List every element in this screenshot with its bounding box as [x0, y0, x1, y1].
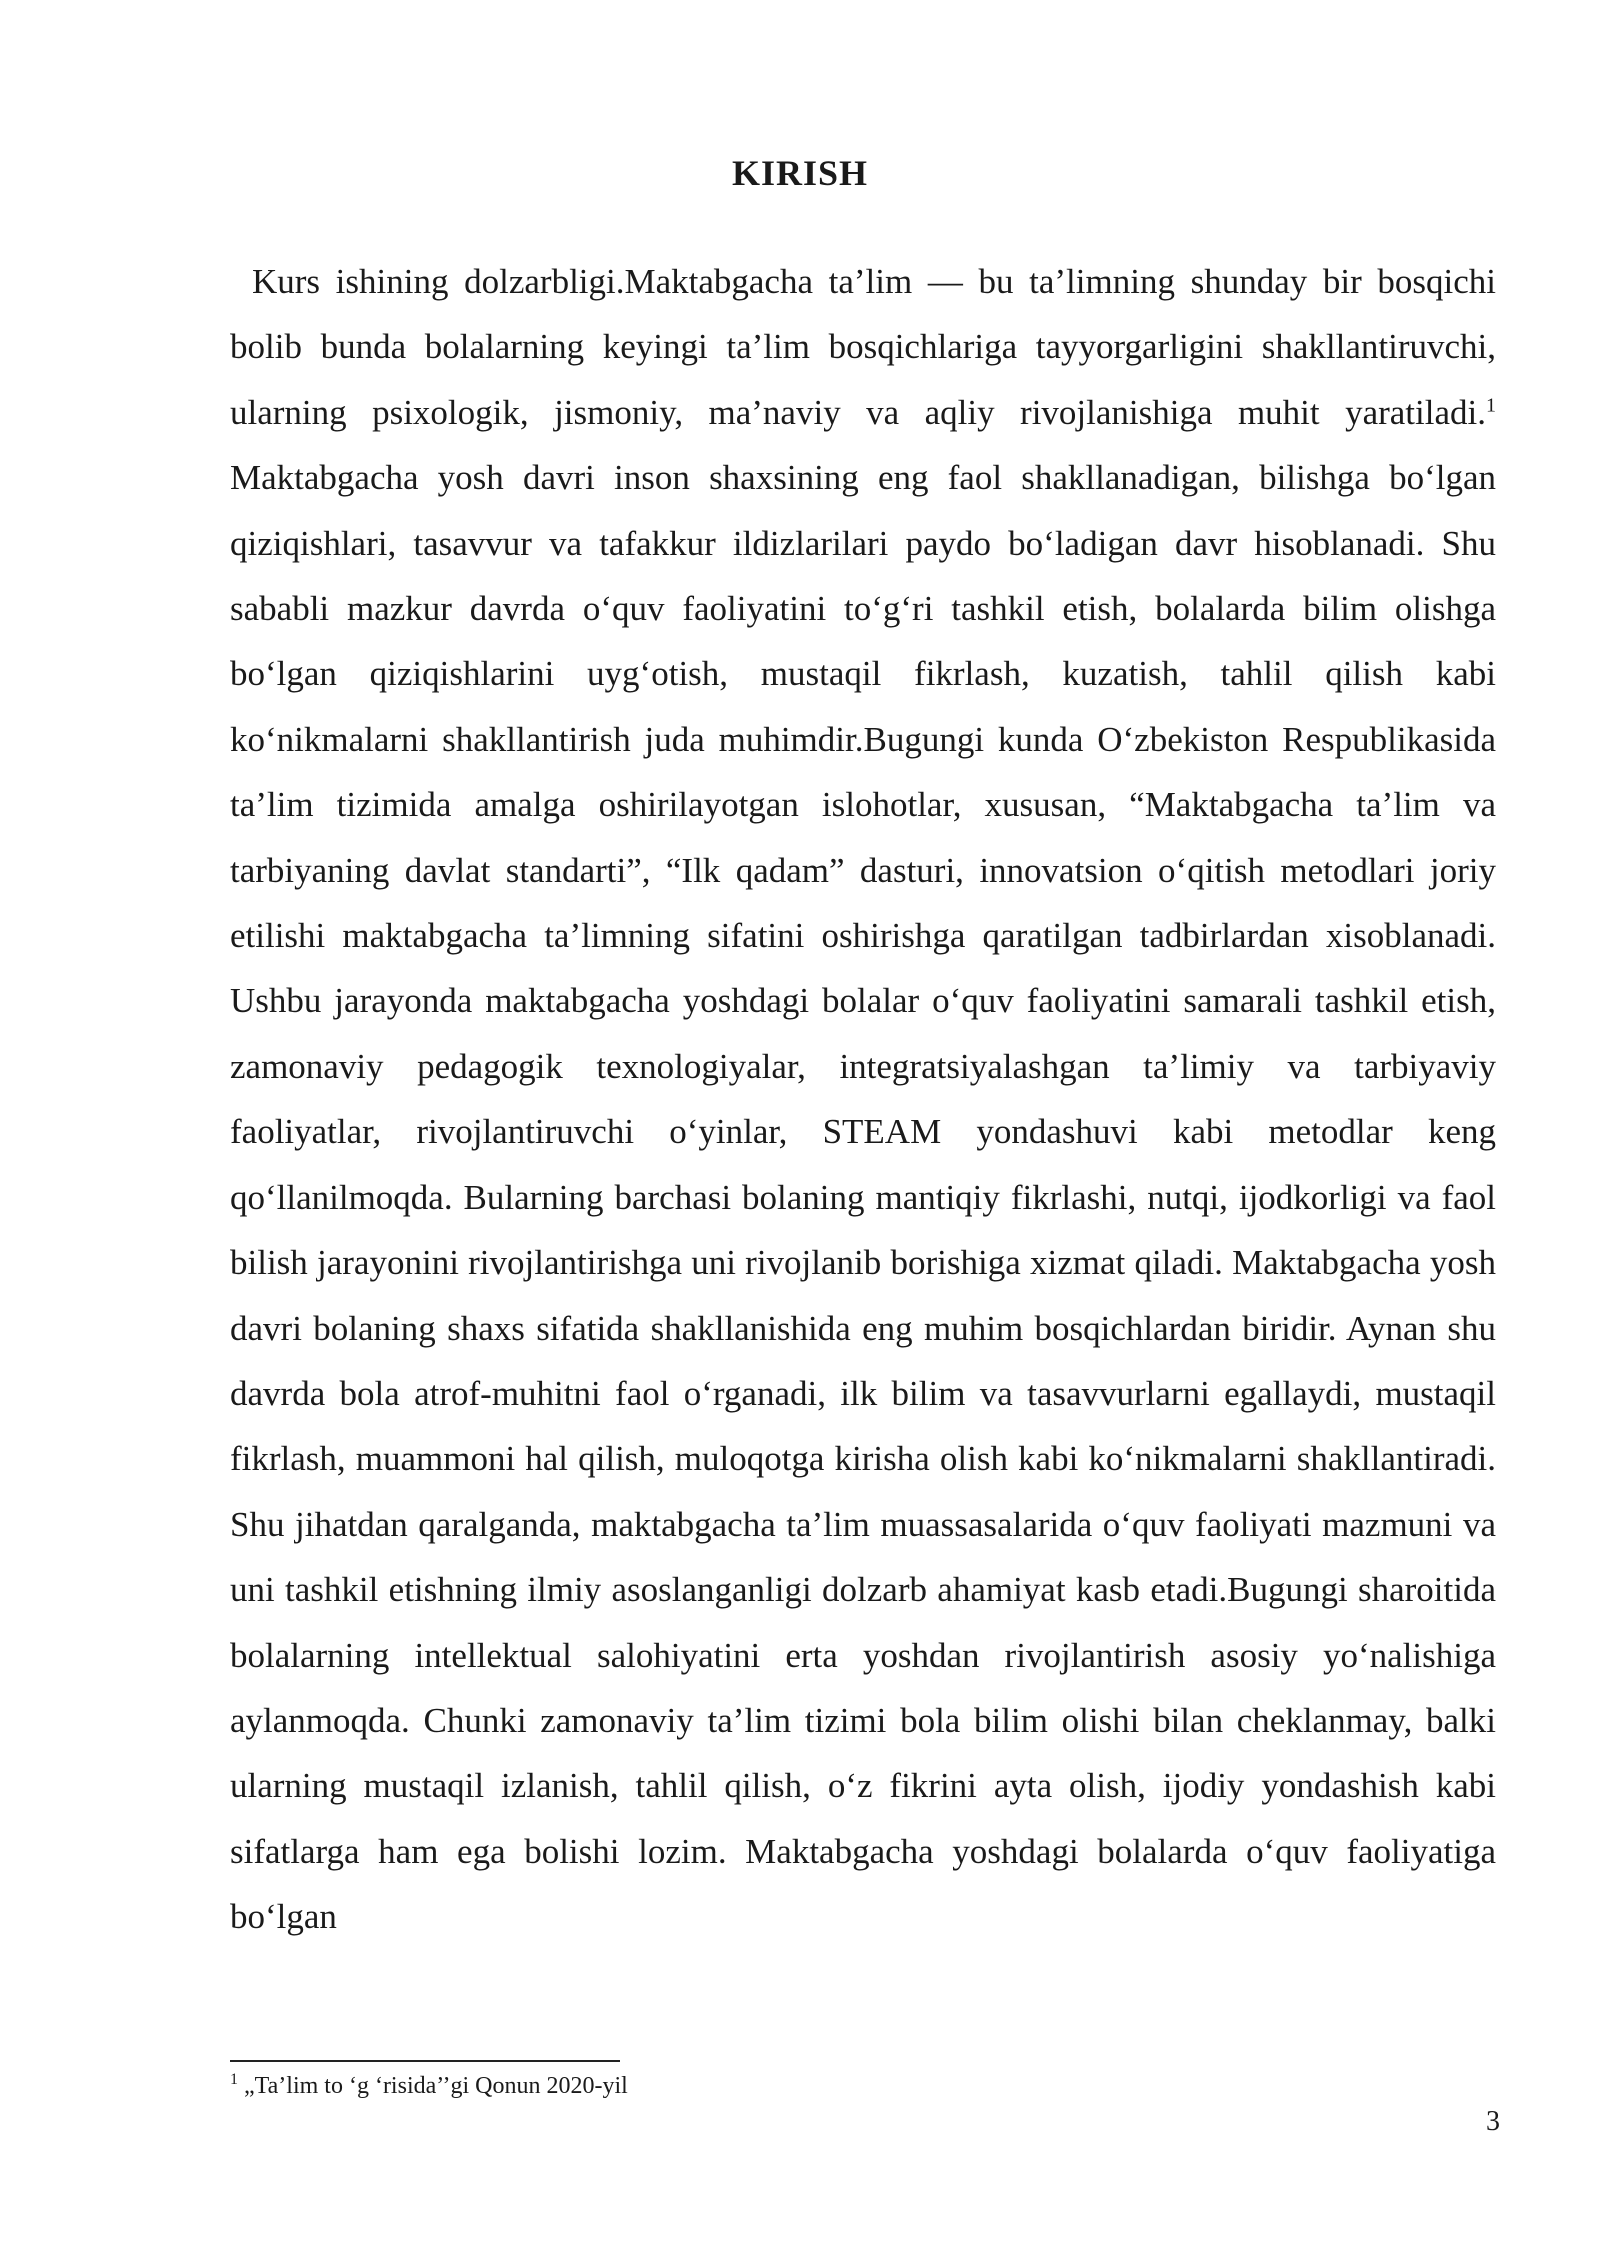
- paragraph-text-part1: Kurs ishining dolzarbligi.Maktabgacha ta’lim — bu ta’limning shunday bir bosqichi bolib bunda bolalarning keyingi ta’lim bosqichlariga tayyorgarligini shakllantiruvchi, ularning psixologik, jismoniy, ma’naviy va aqliy rivojlanishiga muhit yaratiladi.: [230, 262, 1496, 432]
- body-paragraph: [230, 249, 1496, 1950]
- section-heading: KIRISH: [731, 153, 869, 193]
- footnote-text: „Ta’lim to ‘g ‘risida’’gi Qonun 2020-yil: [244, 2073, 628, 2099]
- paragraph-text-part2: Maktabgacha yosh davri inson shaxsining eng faol shakllanadigan, bilishga bo‘lgan qiziqishlari, tasavvur va tafakkur ildizlarilari paydo bo‘ladigan davr hisoblanadi. Shu sababli mazkur davrda o‘quv faoliyatini to‘g‘ri tashkil etish, bolalarda bilim olishga bo‘lgan qiziqishlarini uyg‘otish, mustaqil fikrlash, kuzatish, tahlil qilish kabi ko‘nikmalarni shakllantirish juda muhimdir.Bugungi kunda O‘zbekiston Respublikasida ta’lim tizimida amalga oshirilayotgan islohotlar, xususan, “Maktabgacha ta’lim va tarbiyaning davlat standarti”, “Ilk qadam” dasturi, innovatsion o‘qitish metodlari joriy etilishi maktabgacha ta’limning sifatini oshirishga qaratilgan tadbirlardan xisoblanadi. Ushbu jarayonda maktabgacha yoshdagi bolalar o‘quv faoliyatini samarali tashkil etish, zamonaviy pedagogik texnologiyalar, integratsiyalashgan ta’limiy va tarbiyaviy faoliyatlar, rivojlantiruvchi o‘yinlar, STEAM yondashuvi kabi metodlar keng qo‘llanilmoqda. Bularning barchasi bolaning mantiqiy fikrlashi, nutqi, ijodkorligi va faol bilish jarayonini rivojlantirishga uni rivojlanib borishiga xizmat qiladi. Maktabgacha yosh davri bolaning shaxs sifatida shakllanishida eng muhim bosqichlardan biridir. Aynan shu davrda bola atrof-muhitni faol o‘rganadi, ilk bilim va tasavvurlarni egallaydi, mustaqil fikrlash, muammoni hal qilish, muloqotga kirisha olish kabi ko‘nikmalarni shakllantiradi. Shu jihatdan qaralganda, maktabgacha ta’lim muassasalarida o‘quv faoliyati mazmuni va uni tashkil etishning ilmiy asoslanganligi dolzarb ahamiyat kasb etadi.Bugungi sharoitida bolalarning intellektual salohiyatini erta yoshdan rivojlantirish asosiy yo‘nalishiga aylanmoqda. Chunki zamonaviy ta’lim tizimi bola bilim olishi bilan cheklanmay, balki ularning mustaqil izlanish, tahlil qilish, o‘z fikrini ayta olish, ijodiy yondashish kabi sifatlarga ham ega bolishi lozim. Maktabgacha yoshdagi bolalarda o‘quv faoliyatiga bo‘lgan: [230, 458, 1496, 1937]
- footnote-mark: 1: [230, 2071, 238, 2088]
- footnote: [230, 2070, 1330, 2102]
- footnote-separator: [230, 2060, 620, 2062]
- footnote-reference[interactable]: 1: [1486, 394, 1496, 417]
- page-number: 3: [1486, 2106, 1500, 2137]
